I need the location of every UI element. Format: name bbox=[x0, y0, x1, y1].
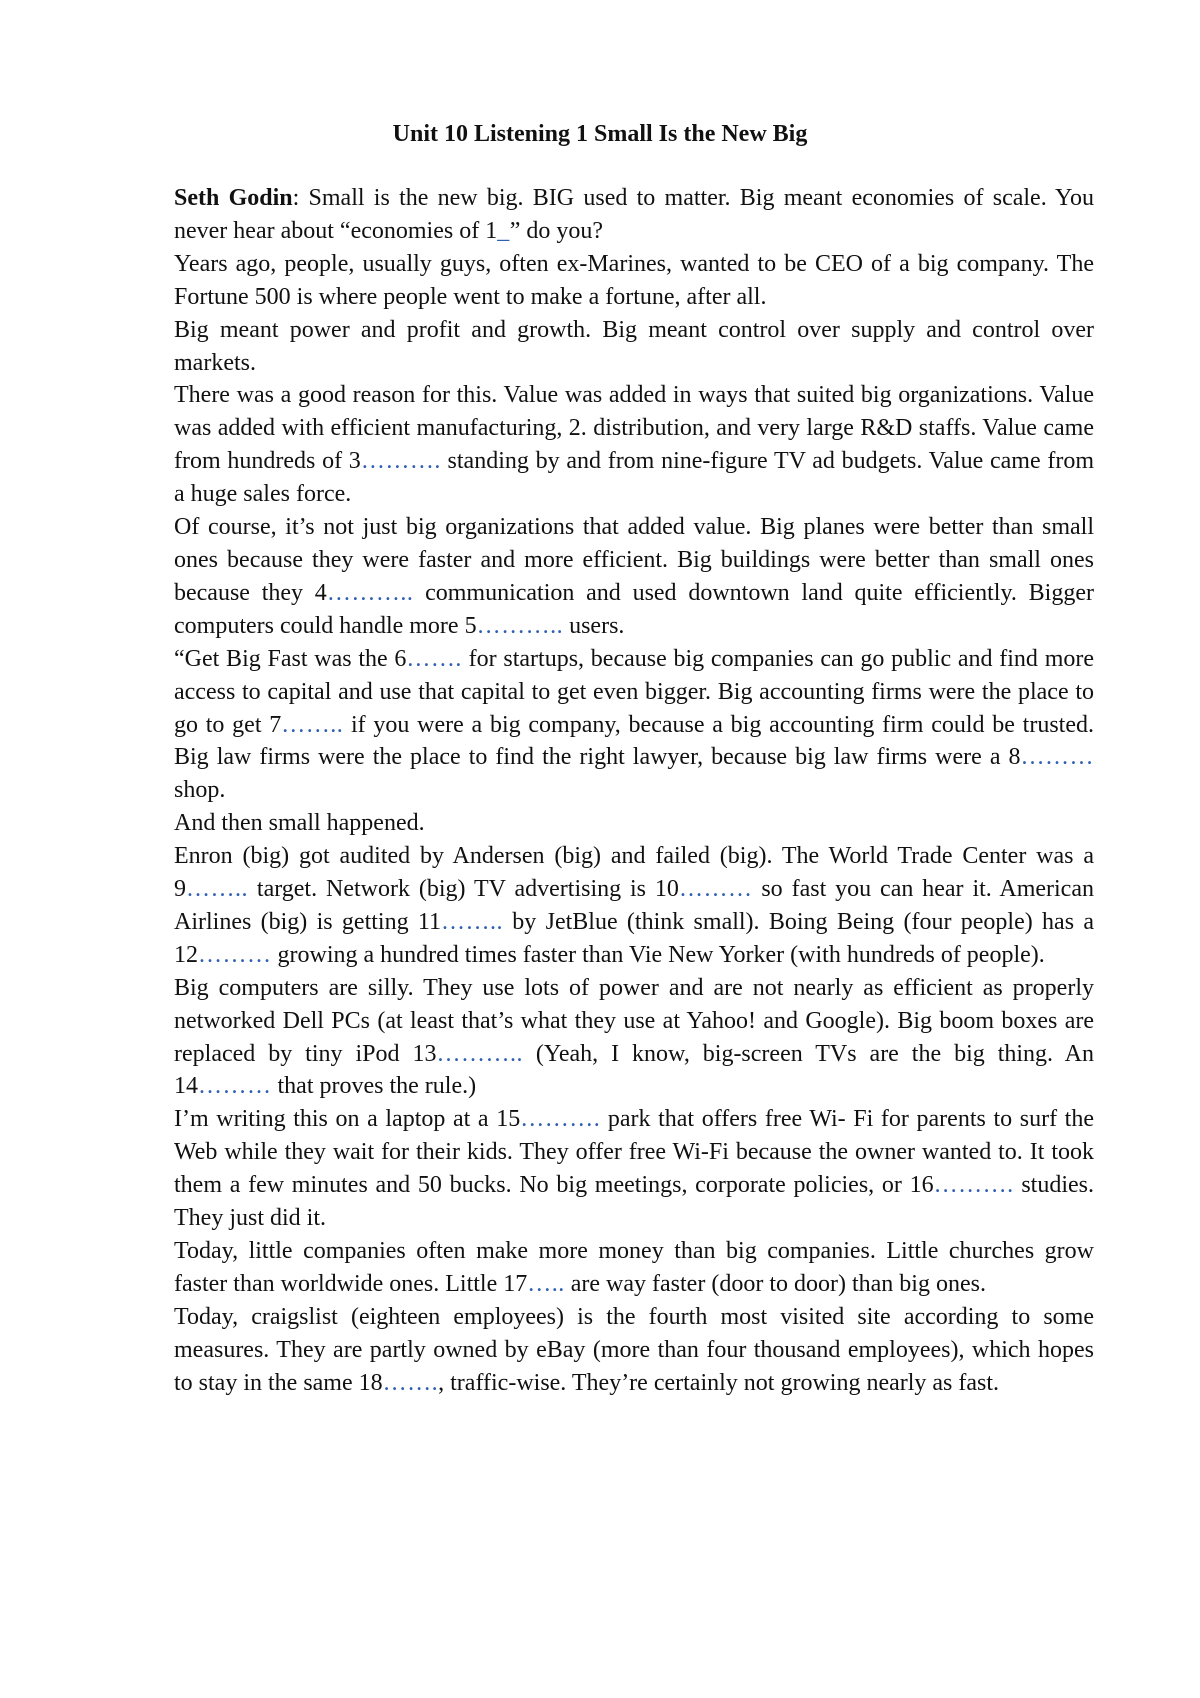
blank-dots: _ bbox=[497, 217, 510, 244]
text-run: Big meant power and profit and growth. Big meant control over supply and control over markets. bbox=[174, 316, 1094, 376]
text-run: for startups, because big companies can go public and find more access to capital and use that capital to get even bigger. Big accounting firms were the place to go to get 7 bbox=[174, 645, 1095, 738]
text-run: that proves the rule.) bbox=[271, 1073, 477, 1100]
paragraph bbox=[174, 314, 1094, 380]
text-run: , traffic-wise. They’re certainly not growing nearly as fast. bbox=[438, 1369, 1000, 1396]
text-run: if you were a big company, because a big accounting firm could be trusted. Big law firms were the place to find the right lawyer, because big law firms were a 8 bbox=[174, 711, 1094, 771]
text-run: studies. They just did it. bbox=[174, 1172, 1095, 1232]
page-title: Unit 10 Listening 1 Small Is the New Big bbox=[392, 121, 808, 147]
blank-dots: ………. bbox=[520, 1106, 601, 1133]
blank-dots: ……… bbox=[198, 1073, 272, 1100]
text-run: Big computers are silly. They use lots of power and are not nearly as efficient as properly networked Dell PCs (at least that’s what they use at Yahoo! and Google). Big boom boxes are replaced by tiny iPod 13 bbox=[174, 974, 1094, 1067]
paragraph bbox=[174, 182, 1094, 248]
text-run: Today, little companies often make more money than big companies. Little churches grow faster than worldwide ones. Little 17 bbox=[174, 1238, 1094, 1297]
text-run: are way faster (door to door) than big ones. bbox=[564, 1270, 986, 1297]
text-run: (Yeah, I know, big-screen TVs are the big thing. An 14 bbox=[174, 1040, 1094, 1100]
blank-dots: ……….. bbox=[476, 612, 564, 639]
blank-dots: ….. bbox=[527, 1270, 565, 1297]
text-run: Today, craigslist (eighteen employees) is the fourth most visited site according to some measures. They are partly owned by eBay (more than four thousand employees), which hopes to stay in the same 18 bbox=[174, 1303, 1094, 1396]
blank-dots: ……. bbox=[382, 1369, 439, 1396]
paragraph bbox=[174, 1301, 1094, 1400]
blank-dots: ……. bbox=[406, 645, 462, 672]
text-run: park that offers free Wi- Fi for parents to surf the Web while they wait for their kids. They offer free Wi-Fi because the owner wanted to. It took them a few minutes and 50 bucks. No big meetings, corporate policies, or 16 bbox=[174, 1106, 1094, 1199]
text-run: “Get Big Fast was the 6 bbox=[174, 645, 407, 672]
blank-dots: …….. bbox=[441, 908, 503, 935]
text-run: : Small is the new big. BIG used to matter. Big meant economies of scale. You never hear about “economies of 1 bbox=[174, 185, 1094, 244]
text-run: And then small happened. bbox=[174, 810, 425, 837]
transcript-body bbox=[174, 182, 1094, 1400]
blank-dots: …….. bbox=[281, 711, 344, 738]
text-run: so fast you can hear it. American Airlines (big) is getting 11 bbox=[174, 876, 1094, 935]
blank-dots: …….. bbox=[186, 876, 248, 903]
blank-dots: ………. bbox=[933, 1172, 1014, 1199]
text-run: by JetBlue (think small). Boing Being (four people) has a 12 bbox=[174, 908, 1094, 968]
text-run: communication and used downtown land quite efficiently. Bigger computers could handle more 5 bbox=[174, 579, 1094, 639]
blank-dots: ……….. bbox=[436, 1040, 523, 1067]
text-run: There was a good reason for this. Value was added in ways that suited big organizations. Value was added with efficient manufacturing, 2. distribution, and very large R&D staffs. Value came from hundreds of 3 bbox=[174, 382, 1094, 475]
text-run: Years ago, people, usually guys, often ex-Marines, wanted to be CEO of a big company. The Fortune 500 is where people went to make a fortune, after all. bbox=[174, 250, 1094, 310]
blank-dots: ……… bbox=[1020, 744, 1094, 771]
paragraph bbox=[174, 248, 1094, 314]
text-run: Of course, it’s not just big organizations that added value. Big planes were better than small ones because they were faster and more efficient. Big buildings were better than small ones because they 4 bbox=[174, 514, 1094, 606]
text-run: target. Network (big) TV advertising is 10 bbox=[248, 876, 679, 903]
text-run: ” do you? bbox=[509, 217, 604, 244]
paragraph bbox=[174, 1235, 1094, 1301]
paragraph bbox=[174, 972, 1094, 1104]
blank-dots: ………. bbox=[360, 448, 441, 475]
text-run: Enron (big) got audited by Andersen (big) and failed (big). The World Trade Center was a 9 bbox=[174, 843, 1094, 903]
blank-dots: ……… bbox=[198, 941, 272, 968]
paragraph bbox=[174, 807, 1094, 840]
paragraph bbox=[174, 511, 1094, 643]
paragraph bbox=[174, 643, 1094, 808]
text-run: users. bbox=[563, 612, 625, 639]
text-run: shop. bbox=[174, 777, 226, 804]
speaker-name: Seth Godin bbox=[174, 185, 293, 211]
text-run: I’m writing this on a laptop at a 15 bbox=[174, 1106, 521, 1133]
text-run: standing by and from nine-figure TV ad budgets. Value came from a huge sales force. bbox=[174, 448, 1094, 508]
paragraph bbox=[174, 379, 1094, 511]
paragraph bbox=[174, 1103, 1094, 1235]
paragraph bbox=[174, 840, 1094, 972]
blank-dots: ……….. bbox=[326, 579, 414, 606]
blank-dots: ……… bbox=[678, 876, 753, 903]
text-run: growing a hundred times faster than Vie New Yorker (with hundreds of people). bbox=[271, 941, 1045, 968]
